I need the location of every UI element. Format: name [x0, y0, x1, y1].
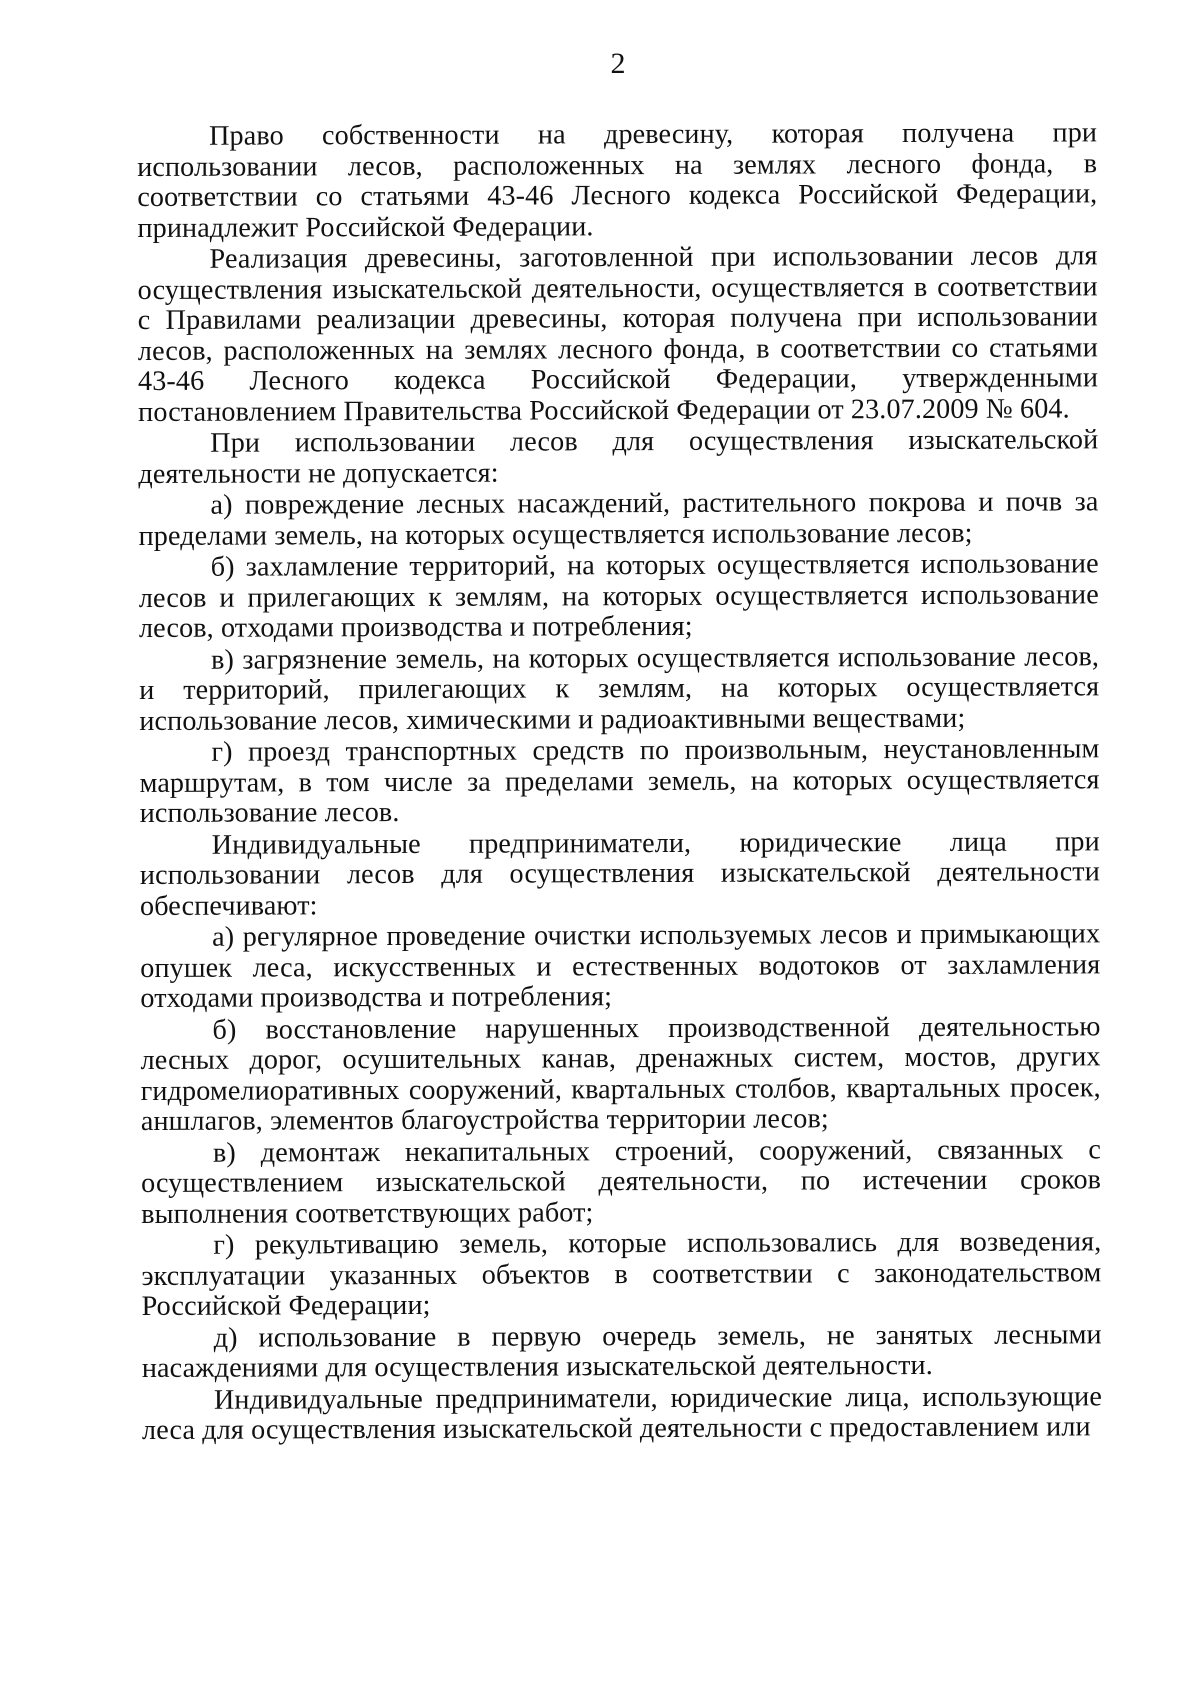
document-body	[137, 118, 1102, 1447]
paragraph-obligations-intro: Индивидуальные предприниматели, юридические лица при использовании лесов для осуществления изыскательской деятельности обеспечивают:	[139, 825, 1100, 922]
obligation-item-a: а) регулярное проведение очистки используемых лесов и примыкающих опушек леса, искусственных и естественных водотоков от захламления отходами производства и потребления;	[140, 918, 1101, 1014]
paragraph-continued: Индивидуальные предприниматели, юридические лица, использующие леса для осуществления изыскательской деятельности с предоставлением или	[141, 1380, 1102, 1446]
prohibition-item-v: в) загрязнение земель, на которых осуществляется использование лесов, и территорий, прилегающих к землям, на которых осуществляется использование лесов, химическими и радиоактивными веществами;	[139, 640, 1100, 737]
obligation-item-d: д) использование в первую очередь земель, не занятых лесными насаждениями для осуществления изыскательской деятельности.	[141, 1318, 1102, 1384]
obligation-item-v: в) демонтаж некапитальных строений, сооружений, связанных с осуществлением изыскательской деятельности, по истечении сроков выполнения соответствующих работ;	[141, 1133, 1102, 1230]
prohibition-item-g: г) проезд транспортных средств по произвольным, неустановленным маршрутам, в том числе за пределами земель, на которых осуществляется использование лесов.	[139, 733, 1100, 829]
prohibition-item-a: а) повреждение лесных насаждений, растительного покрова и почв за пределами земель, на которых осуществляется использование лесов;	[138, 486, 1099, 552]
obligation-item-b: б) восстановление нарушенных производственной деятельностью лесных дорог, осушительных канав, дренажных систем, мостов, других гидромелиоративных сооружений, квартальных столбов, квартальных просек, аншлагов, элементов благоустройства территории лесов;	[140, 1010, 1101, 1137]
paragraph-wood-ownership: Право собственности на древесину, которая получена при использовании лесов, расположенных на землях лесного фонда, в соответствии со статьями 43-46 Лесного кодекса Российской Федерации, принадлежит Российской Федерации.	[137, 117, 1098, 244]
obligation-item-g: г) рекультивацию земель, которые использовались для возведения, эксплуатации указанных объектов в соответствии с законодательством Российской Федерации;	[141, 1226, 1102, 1322]
page-number: 2	[610, 47, 626, 80]
prohibition-item-b: б) захламление территорий, на которых осуществляется использование лесов и прилегающих к землям, на которых осуществляется использование лесов, отходами производства и потребления;	[138, 548, 1099, 644]
paragraph-wood-sale: Реализация древесины, заготовленной при использовании лесов для осуществления изыскательской деятельности, осуществляется в соответствии с Правилами реализации древесины, которая получена при использовании лесов, расположенных на землях лесного фонда, в соответствии со статьями 43-46 Лесного кодекса Российской Федерации, утвержденными постановлением Правительства Российской Федерации от 23.07.2009 № 604.	[137, 240, 1099, 428]
paragraph-prohibitions-intro: При использовании лесов для осуществления изыскательской деятельности не допускается:	[138, 424, 1099, 490]
